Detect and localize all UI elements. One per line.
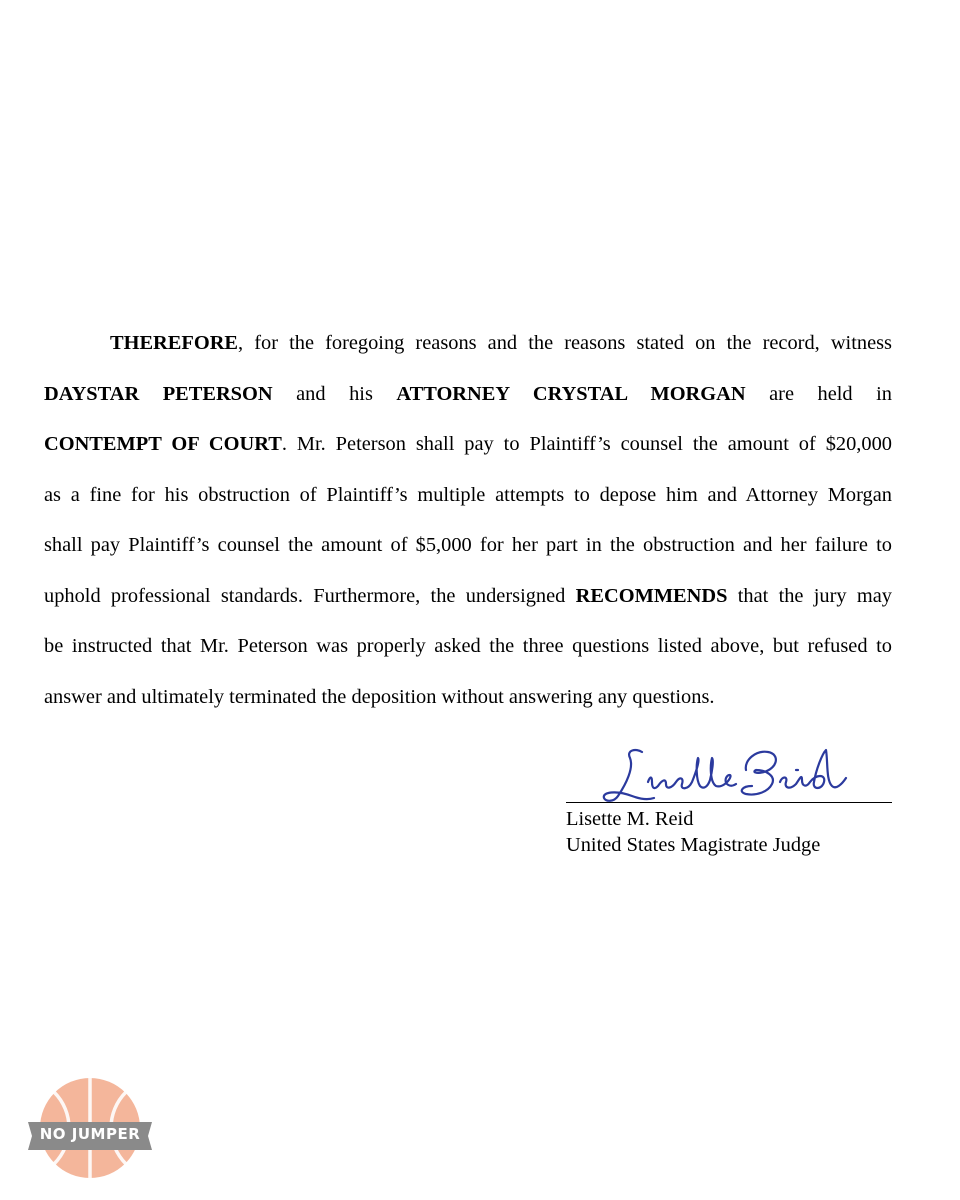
- text-segment: . Mr. Peterson shall pay to Plaintiff’s counsel the amount of $20,000: [281, 433, 892, 455]
- bold-text-segment: RECOMMENDS: [575, 584, 728, 607]
- bold-text-segment: THEREFORE: [110, 332, 239, 354]
- watermark-text: NO JUMPER: [39, 1125, 141, 1143]
- signer-title: United States Magistrate Judge: [566, 834, 821, 856]
- no-jumper-watermark: [24, 1072, 156, 1186]
- text-segment: are held in: [745, 382, 892, 405]
- paragraph-line: [44, 373, 892, 424]
- paragraph-line: [44, 423, 892, 474]
- paragraph-line: [44, 676, 892, 727]
- paragraph-line: [44, 625, 892, 676]
- signer-name: Lisette M. Reid: [566, 808, 694, 830]
- paragraph-line: [44, 474, 892, 525]
- text-segment: uphold professional standards. Furthermore, the undersigned: [44, 584, 576, 607]
- text-segment: as a fine for his obstruction of Plaintiff’s multiple attempts to depose him and Attorney Morgan: [44, 483, 892, 506]
- text-segment: and his: [272, 382, 397, 405]
- bold-text-segment: CONTEMPT OF COURT: [44, 433, 282, 455]
- handwritten-signature: [596, 740, 856, 810]
- paragraph-line: [44, 322, 892, 373]
- text-segment: , for the foregoing reasons and the reasons stated on the record, witness: [238, 332, 892, 354]
- paragraph-line: [44, 524, 892, 575]
- text-segment: answer and ultimately terminated the deposition without answering any questions.: [44, 685, 715, 708]
- order-paragraph: [44, 322, 892, 726]
- bold-text-segment: ATTORNEY CRYSTAL MORGAN: [396, 382, 746, 405]
- text-segment: shall pay Plaintiff’s counsel the amount of $5,000 for her part in the obstruction and her failure to: [44, 534, 892, 556]
- paragraph-line: [44, 575, 892, 626]
- text-segment: be instructed that Mr. Peterson was properly asked the three questions listed above, but refused to: [44, 635, 892, 657]
- signature-line: [566, 802, 892, 803]
- bold-text-segment: DAYSTAR PETERSON: [44, 382, 273, 405]
- text-segment: that the jury may: [727, 584, 892, 607]
